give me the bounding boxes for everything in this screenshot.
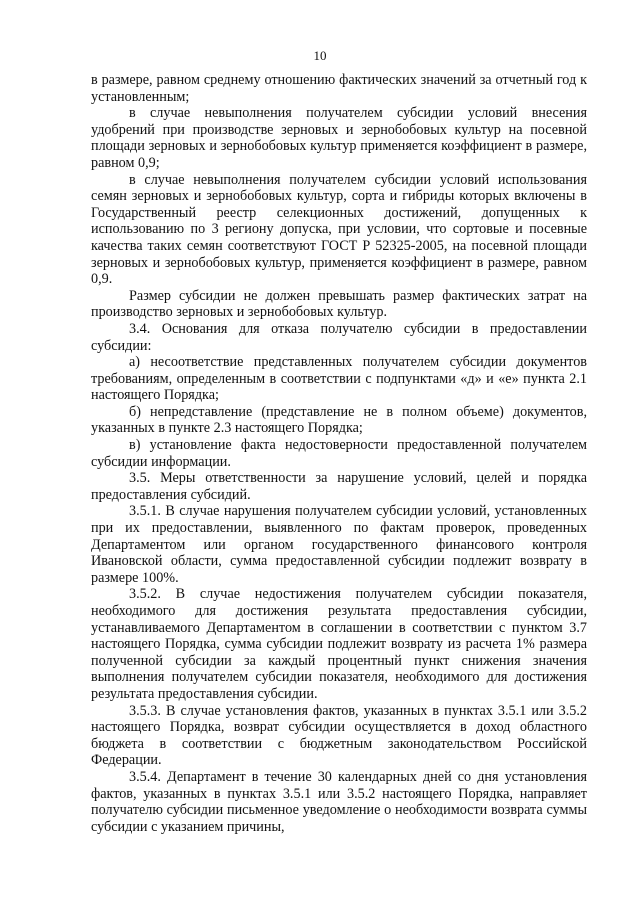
clause-3-4-a: а) несоответствие представленных получателем субсидии документов требованиям, определенным в соответствии с подпунктами «д» и «е» пункта 2.1 настоящего Порядка; — [91, 354, 587, 404]
clause-3-4: 3.4. Основания для отказа получателю субсидии в предоставлении субсидии: — [91, 320, 587, 354]
clause-3-4-b: б) непредставление (представление не в полном объеме) документов, указанных в пункте 2.3 настоящего Порядка; — [91, 403, 587, 437]
clause-3-5-1: 3.5.1. В случае нарушения получателем субсидии условий, установленных при их предоставлении, выявленного по фактам проверок, проведенных Департаментом или органом государственного финансового контроля Ивановской области, сумма предоставленной субсидии подлежит возврату в размере 100%. — [91, 503, 587, 586]
paragraph-subsidy-limit: Размер субсидии не должен превышать размер фактических затрат на производство зерновых и зернобобовых культур. — [91, 287, 587, 321]
clause-3-4-v: в) установление факта недостоверности предоставленной получателем субсидии информации. — [91, 437, 587, 470]
page-number: 10 — [313, 48, 327, 63]
clause-3-5-2: 3.5.2. В случае недостижения получателем субсидии показателя, необходимого для достижения результата предоставления субсидии, устанавливаемого Департаментом в соглашении в соответствии с пунктом 3.7 настоящего Порядка, сумма субсидии подлежит возврату из расчета 1% размера полученной субсидии за каждый процентный пункт снижения значения выполнения получателем субсидии показателя, необходимого для достижения результата предоставления субсидии. — [91, 586, 587, 702]
clause-3-5: 3.5. Меры ответственности за нарушение условий, целей и порядка предоставления субсидий. — [91, 470, 587, 503]
paragraph-continuation: в размере, равном среднему отношению фактических значений за отчетный год к установленным; — [91, 72, 587, 105]
document-body — [91, 72, 587, 835]
clause-3-5-4: 3.5.4. Департамент в течение 30 календарных дней со дня установления фактов, указанных в пунктах 3.5.1 или 3.5.2 настоящего Порядка, направляет получателю субсидии письменное уведомление о необходимости возврата суммы субсидии с указанием причины, — [91, 768, 587, 835]
paragraph-seed-condition: в случае невыполнения получателем субсидии условий использования семян зерновых и зернобобовых культур, сорта и гибриды которых включены в Государственный реестр селекционных достижений, допущенных к использованию по 3 региону допуска, при условии, что сортовые и посевные качества таких семян соответствуют ГОСТ Р 52325-2005, на посевной площади зерновых и зернобобовых культур, применяется коэффициент в размере, равном 0,9. — [91, 171, 587, 288]
paragraph-fertilizer-condition: в случае невыполнения получателем субсидии условий внесения удобрений при производстве зерновых и зернобобовых культур на посевной площади зерновых и зернобобовых культур применяется коэффициент в размере, равном 0,9; — [91, 105, 587, 171]
clause-3-5-3: 3.5.3. В случае установления фактов, указанных в пунктах 3.5.1 или 3.5.2 настоящего Порядка, возврат субсидии осуществляется в доход областного бюджета в соответствии с бюджетным законодательством Российской Федерации. — [91, 702, 587, 769]
